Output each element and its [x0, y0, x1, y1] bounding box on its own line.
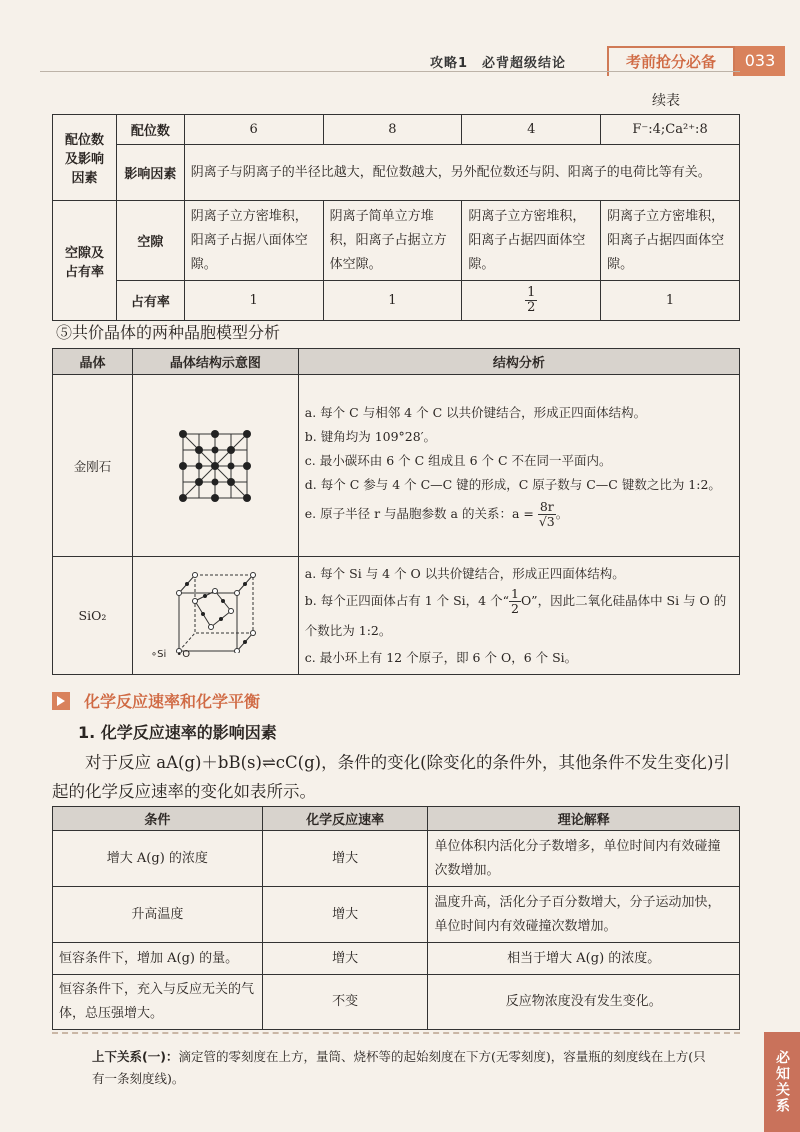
section-tab: 考前抢分必备 [607, 46, 735, 76]
cell: 阴离子立方密堆积，阳离子占据四面体空隙。 [601, 201, 740, 281]
cell: 4 [462, 115, 601, 145]
row-label-occupancy: 占有率 [116, 281, 184, 321]
sio2-diagram-cell [132, 557, 298, 675]
explanation-cell: 相当于增大 A(g) 的浓度。 [428, 943, 740, 975]
chapter-title: 化学反应速率和化学平衡 [84, 692, 261, 711]
fraction: $\frac{1}{2}$ [510, 585, 519, 616]
condition-cell: 增大 A(g) 的浓度 [53, 831, 263, 887]
row-label-coordination: 配位数 [116, 115, 184, 145]
cell: 1 [323, 281, 462, 321]
col-header: 化学反应速率 [262, 807, 428, 831]
fraction: $\frac{8r}{√3}$ [538, 498, 555, 529]
numerator: 1 [527, 284, 536, 300]
rate-cell: 增大 [262, 887, 428, 943]
analysis-line-formula: b. 每个正四面体占有 1 个 Si，4 个“ $\frac{1}{2}$ O”，因此二氧化硅晶体中 Si 与 O 的个数比为 1:2。 [304, 585, 727, 638]
cell-fraction [462, 281, 601, 321]
note-text: 滴定管的零刻度在上方，量筒、烧杯等的起始刻度在下方(无零刻度)，容量瓶的刻度线在上方(只有一条刻度线)。 [92, 1049, 706, 1086]
row-label-factor: 影响因素 [116, 145, 184, 201]
note-title: 上下关系(一)： [92, 1049, 179, 1064]
cell: 1 [601, 281, 740, 321]
subsection-title: 1. 化学反应速率的影响因素 [78, 723, 277, 742]
cell: 1 [184, 281, 323, 321]
analysis-line: a. 每个 Si 与 4 个 O 以共价键结合，形成正四面体结构。 [304, 565, 625, 581]
denominator: 2 [527, 300, 536, 315]
explanation-cell: 温度升高，活化分子百分数增大，分子运动加快，单位时间内有效碰撞次数增加。 [428, 887, 740, 943]
analysis-line: a. 每个 C 与相邻 4 个 C 以共价键结合，形成正四面体结构。 [304, 404, 647, 420]
col-header: 条件 [53, 807, 263, 831]
ionic-crystal-table [52, 114, 740, 321]
col-header: 理论解释 [428, 807, 740, 831]
col-header: 晶体结构示意图 [132, 349, 298, 375]
cell: 阴离子简单立方堆积，阳离子占据立方体空隙。 [323, 201, 462, 281]
sio2-legend: ∘Si •O [150, 649, 191, 660]
footer-note [92, 1046, 708, 1090]
col-header: 晶体 [53, 349, 133, 375]
analysis-line: b. 键角均为 109°28′。 [304, 428, 437, 444]
crystal-name-sio2: SiO₂ [53, 557, 133, 675]
running-head: 攻略1 必背超级结论 [430, 56, 567, 71]
rate-cell: 增大 [262, 943, 428, 975]
cell: F⁻:4;Ca²⁺:8 [601, 115, 740, 145]
group-label-gap: 空隙及占有率 [53, 201, 117, 321]
cell: 阴离子立方密堆积，阳离子占据八面体空隙。 [184, 201, 323, 281]
analysis-line: d. 每个 C 参与 4 个 C—C 键的形成，C 原子数与 C—C 键数之比为 1:2。 [304, 476, 721, 492]
sio2-structure-diagram [165, 571, 265, 653]
rate-cell: 不变 [262, 975, 428, 1030]
fraction [525, 286, 537, 316]
page-number: 033 [735, 46, 785, 76]
footer-divider [52, 1032, 740, 1034]
header-rule [40, 71, 740, 72]
diamond-analysis [298, 375, 739, 557]
cell: 阴离子与阴离子的半径比越大，配位数越大，另外配位数还与阴、阳离子的电荷比等有关。 [184, 145, 739, 201]
reaction-rate-table [52, 806, 740, 1030]
diamond-structure-diagram [175, 426, 255, 506]
cell: 阴离子立方密堆积，阳离子占据四面体空隙。 [462, 201, 601, 281]
section-title: ⑤共价晶体的两种晶胞模型分析 [56, 323, 281, 342]
analysis-line: c. 最小碳环由 6 个 C 组成且 6 个 C 不在同一平面内。 [304, 452, 612, 468]
crystal-name-diamond: 金刚石 [53, 375, 133, 557]
intro-paragraph: 对于反应 aA(g)＋bB(s)⇌cC(g)，条件的变化(除变化的条件外，其他条件不发生变化)引起的化学反应速率的变化如表所示。 [52, 753, 730, 801]
explanation-cell: 反应物浓度没有发生变化。 [428, 975, 740, 1030]
covalent-crystal-table [52, 348, 740, 675]
col-header: 结构分析 [298, 349, 739, 375]
analysis-line: c. 最小环上有 12 个原子，即 6 个 O，6 个 Si。 [304, 649, 578, 665]
cell: 8 [323, 115, 462, 145]
diamond-diagram-cell [132, 375, 298, 557]
explanation-cell: 单位体积内活化分子数增多，单位时间内有效碰撞次数增加。 [428, 831, 740, 887]
sio2-analysis [298, 557, 739, 675]
condition-cell: 升高温度 [53, 887, 263, 943]
analysis-line-formula: e. 原子半径 r 与晶胞参数 a 的关系：a = $\frac{8r}{√3}$ 。 [304, 498, 569, 529]
condition-cell: 恒容条件下，充入与反应无关的气体，总压强增大。 [53, 975, 263, 1030]
arrow-icon [52, 692, 70, 710]
side-tab: 必知关系 [764, 1032, 800, 1132]
group-label-coordination: 配位数及影响因素 [53, 115, 117, 201]
rate-cell: 增大 [262, 831, 428, 887]
cell: 6 [184, 115, 323, 145]
continued-label: 续表 [652, 93, 680, 109]
condition-cell: 恒容条件下，增加 A(g) 的量。 [53, 943, 263, 975]
row-label-gap: 空隙 [116, 201, 184, 281]
